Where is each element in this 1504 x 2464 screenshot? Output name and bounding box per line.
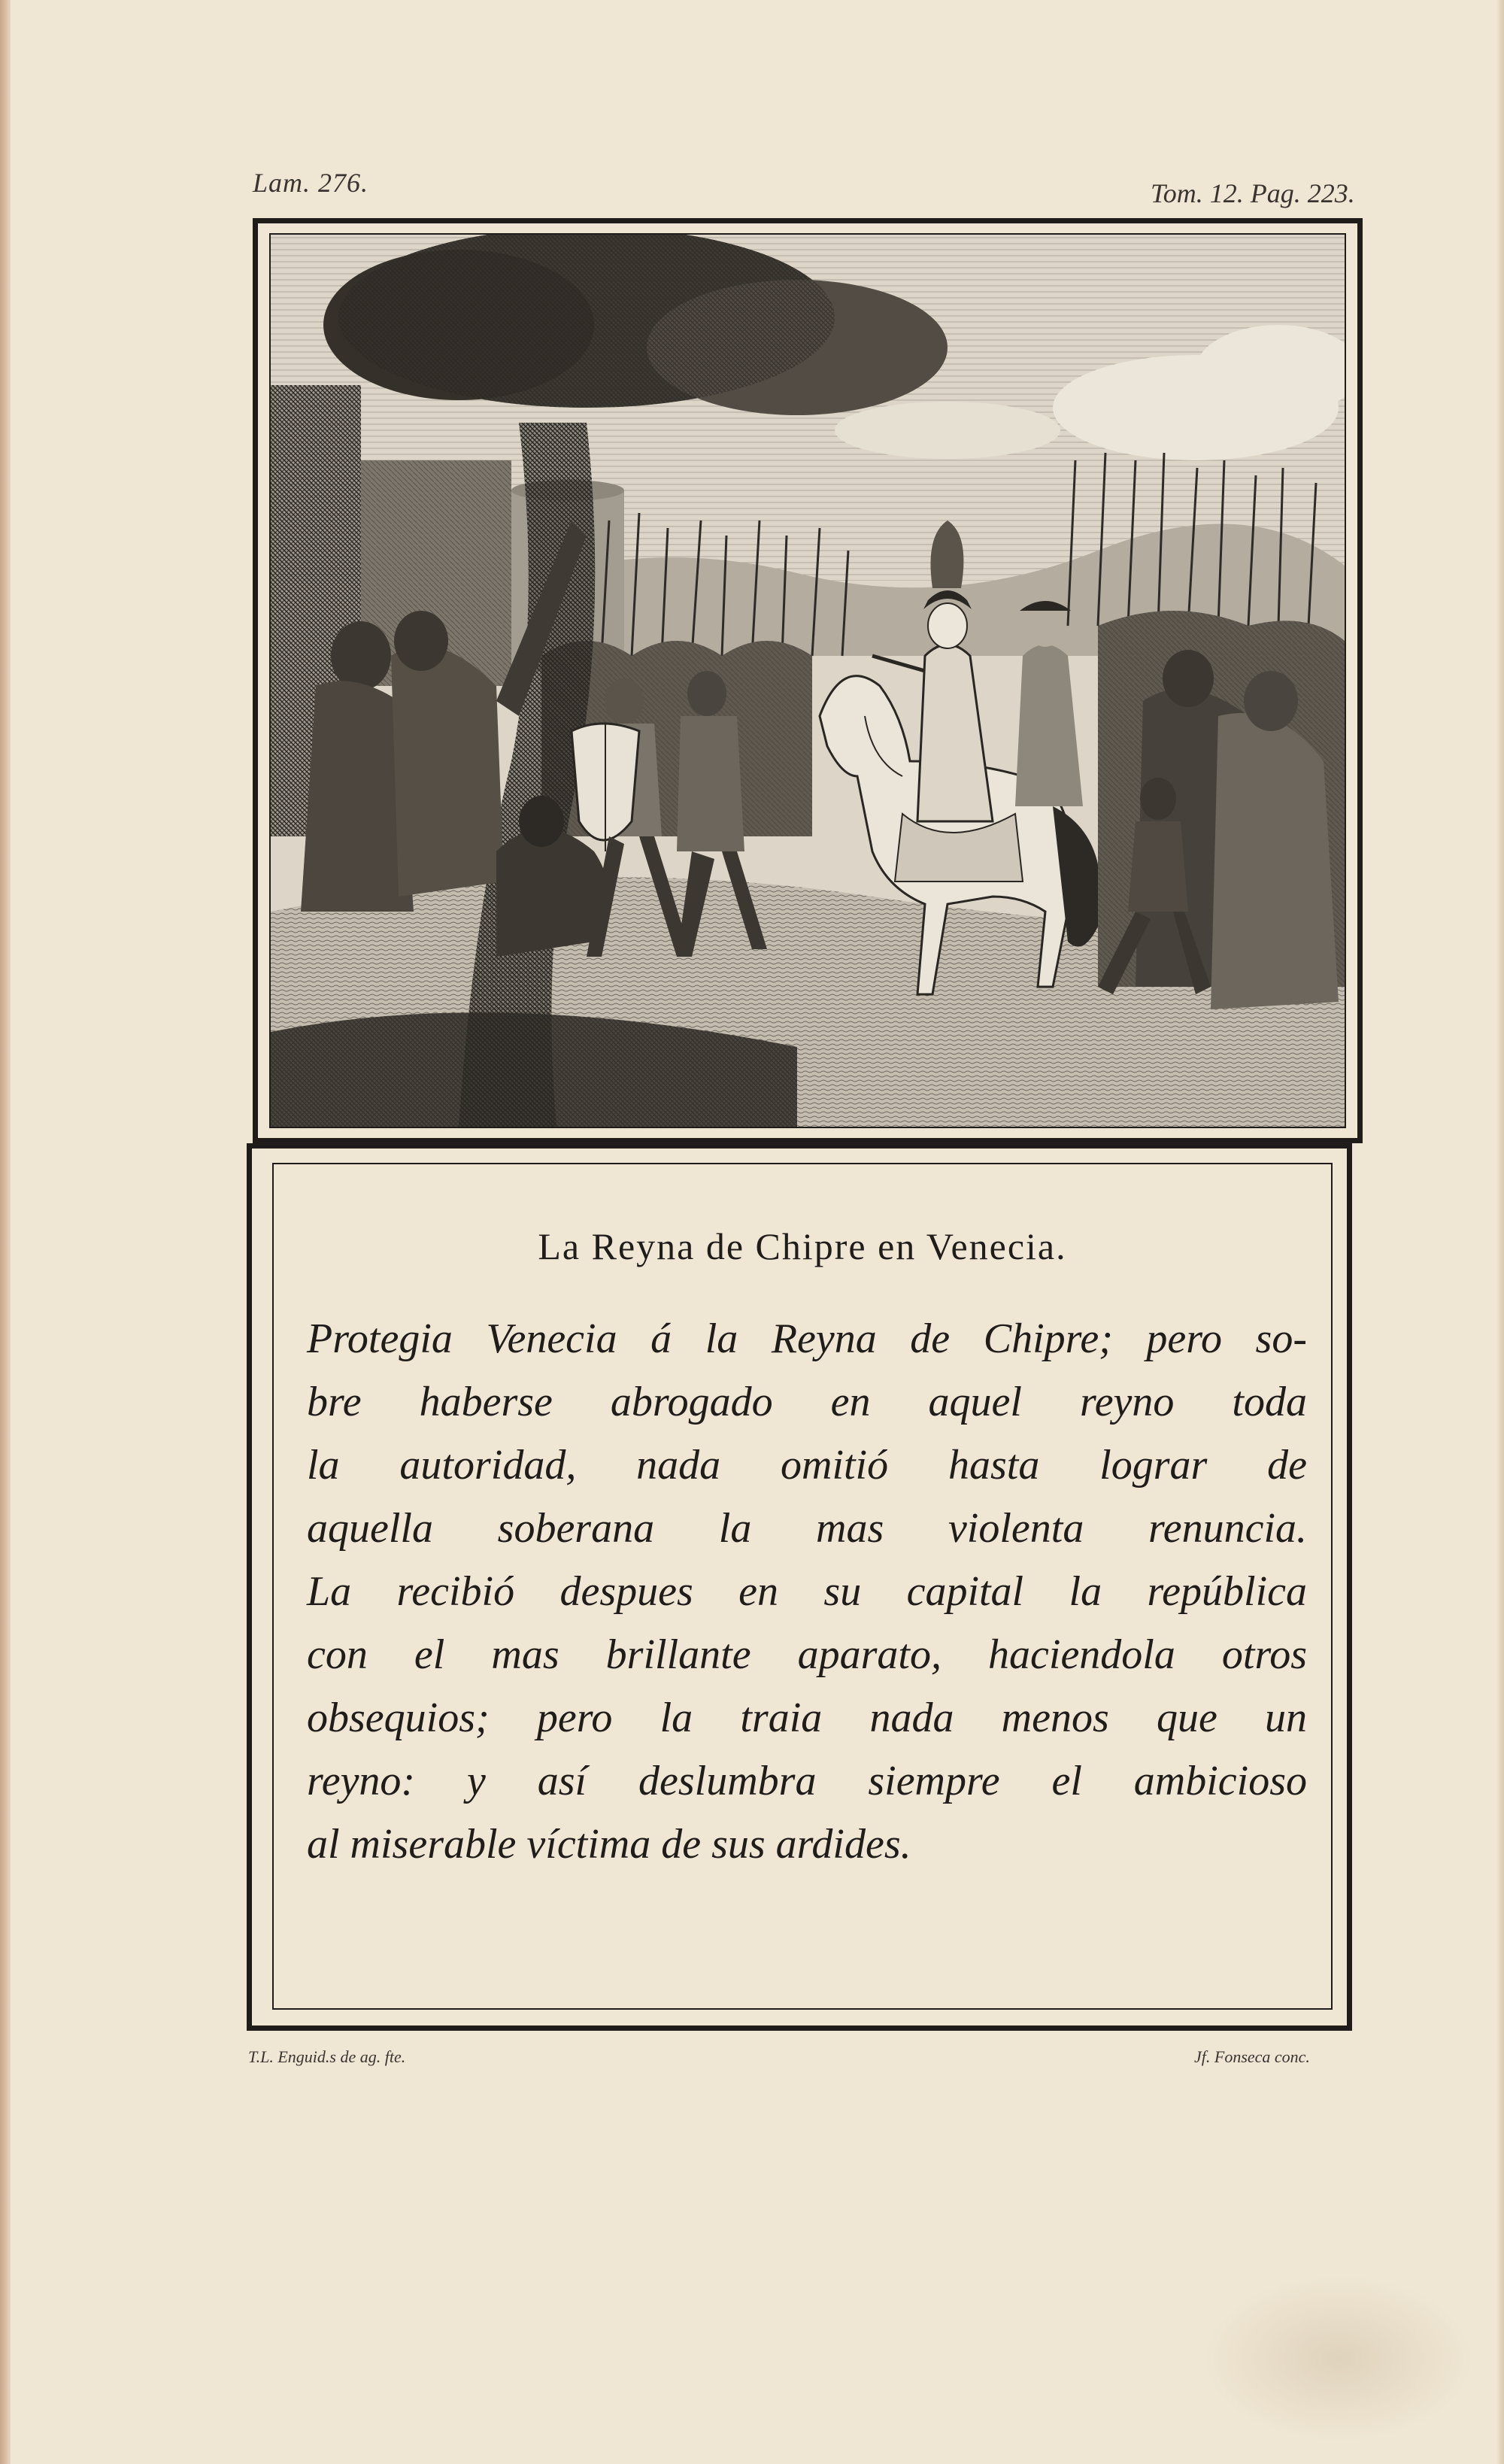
caption-line: con el mas brillante aparato, haciendola otros <box>307 1631 1307 1678</box>
plate-number: Lam. 276. <box>253 168 369 198</box>
caption-line: la autoridad, nada omitió hasta lograr de <box>307 1442 1307 1488</box>
volume-page-reference: Tom. 12. Pag. 223. <box>1151 178 1355 208</box>
engraver-credit-left: T.L. Enguid.s de ag. fte. <box>248 2047 406 2066</box>
caption-line: reyno: y así deslumbra siempre el ambicioso <box>307 1758 1307 1804</box>
caption-body <box>307 1307 1307 1876</box>
caption-line: obsequios; pero la traia nada menos que un <box>307 1695 1307 1741</box>
caption-line: Protegia Venecia á la Reyna de Chipre; pero so- <box>307 1315 1307 1362</box>
caption-line: bre haberse abrogado en aquel reyno toda <box>307 1379 1307 1425</box>
caption-line: al miserable víctima de sus ardides. <box>307 1821 911 1868</box>
caption-title: La Reyna de Chipre en Venecia. <box>538 1225 1067 1267</box>
caption-line: aquella soberana la mas violenta renuncia. <box>307 1505 1307 1552</box>
engraver-credit-right: Jf. Fonseca conc. <box>1194 2047 1310 2066</box>
illustration-engraving <box>269 233 1346 1128</box>
page-edge-right <box>1496 0 1504 2464</box>
page-edge-left <box>0 0 11 2464</box>
paper-stain <box>1203 2276 1474 2441</box>
caption-line: La recibió despues en su capital la república <box>307 1568 1307 1615</box>
